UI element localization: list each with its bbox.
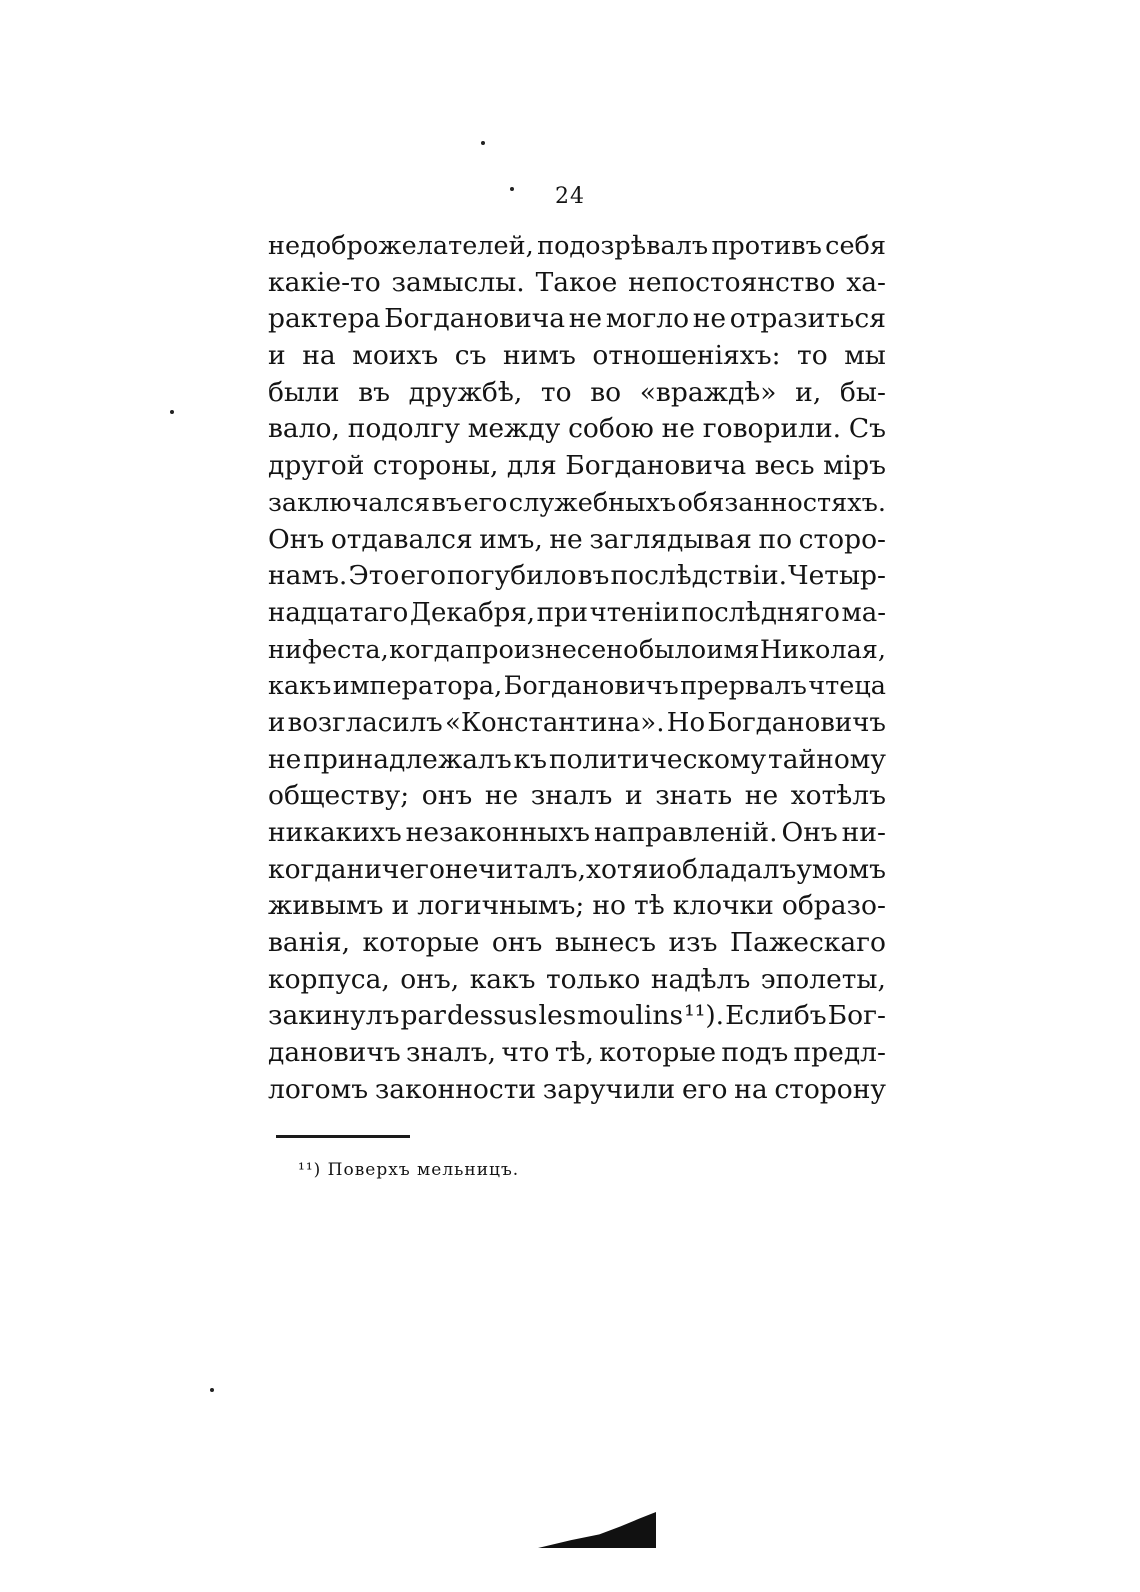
word: онъ: [421, 780, 473, 812]
text-line: [268, 742, 886, 779]
word: съ: [454, 340, 487, 372]
word: хотя: [586, 853, 649, 885]
word: Онъ: [268, 523, 325, 555]
text-line: [268, 265, 886, 302]
word: и: [391, 890, 410, 922]
word: образо-: [781, 890, 886, 922]
word: при: [536, 597, 588, 628]
word: рактера: [268, 303, 381, 335]
word: отдавался: [330, 523, 473, 555]
word: моихъ: [352, 340, 439, 372]
scan-speck: [510, 187, 514, 191]
word: когда: [268, 853, 347, 885]
word: обладалъ: [665, 853, 797, 885]
word: умомъ: [796, 853, 886, 885]
word: собою: [568, 413, 654, 445]
word: онъ: [491, 927, 543, 959]
word: чтеца: [808, 671, 886, 702]
word: Николая,: [759, 634, 886, 665]
word: надцатаго: [268, 597, 409, 628]
word: въ: [431, 487, 463, 518]
word: les: [538, 1000, 577, 1032]
text-line: [268, 485, 886, 522]
word: закинулъ: [268, 1000, 400, 1032]
word: клочки: [672, 890, 774, 922]
word: противъ: [711, 231, 822, 261]
text-line: [268, 448, 886, 485]
word: не: [744, 780, 779, 812]
word: погубило: [447, 560, 577, 592]
word: прервалъ: [680, 671, 807, 702]
text-line: [268, 998, 886, 1035]
word: недоброжелателей,: [268, 231, 534, 261]
word: его: [463, 487, 508, 518]
word: служебныхъ: [508, 487, 677, 518]
word: обязанностяхъ.: [677, 487, 886, 518]
word: Такое: [535, 266, 618, 298]
word: вынесъ: [554, 927, 656, 959]
word: во: [590, 376, 622, 408]
word: надѣлъ: [650, 963, 751, 995]
word: какіе-то: [268, 266, 381, 298]
body-text: [268, 228, 886, 1109]
word: зналъ: [530, 780, 613, 812]
text-line: [268, 301, 886, 338]
word: и: [268, 340, 286, 372]
word: par: [400, 1000, 446, 1032]
word: эполеты,: [760, 963, 886, 995]
word: ха-: [846, 266, 886, 298]
word: Еслибъ: [725, 1000, 827, 1032]
word: на: [302, 340, 336, 372]
word: законности: [374, 1073, 537, 1105]
word: принадлежалъ: [303, 743, 512, 775]
word: возгласилъ: [287, 707, 443, 738]
word: было: [638, 634, 707, 665]
footnote: ¹¹) Поверхъ мельницъ.: [298, 1160, 520, 1180]
word: не: [444, 853, 479, 885]
text-line: [268, 228, 886, 265]
word: предл-: [793, 1037, 886, 1069]
word: бы-: [839, 376, 886, 408]
word: не: [549, 523, 583, 555]
word: тайному: [768, 743, 886, 775]
text-line: [268, 962, 886, 999]
word: заключался: [268, 487, 431, 518]
word: намъ.: [268, 560, 348, 592]
word: міръ: [823, 450, 886, 482]
text-line: [268, 815, 886, 852]
word: не: [661, 413, 695, 445]
word: онъ,: [400, 963, 460, 995]
word: политическому: [548, 743, 767, 775]
word: когда: [389, 634, 465, 665]
word: послѣдняго: [681, 597, 840, 628]
word: ¹¹).: [684, 1000, 725, 1032]
word: тѣ,: [554, 1037, 594, 1069]
word: послѣдствіи.: [610, 560, 788, 592]
text-line: [268, 632, 886, 669]
word: подолгу: [347, 413, 460, 445]
text-line: [268, 375, 886, 412]
word: отразиться: [729, 303, 886, 335]
word: подозрѣвалъ: [537, 231, 709, 261]
word: которые: [362, 927, 480, 959]
footnote-rule: [276, 1135, 410, 1138]
scan-speck: [170, 410, 174, 414]
word: moulins: [577, 1000, 684, 1032]
word: его: [681, 1073, 728, 1105]
word: въ: [358, 376, 390, 408]
word: императора,: [332, 671, 503, 702]
word: живымъ: [268, 890, 384, 922]
word: обществу;: [268, 780, 410, 812]
word: сторону: [774, 1073, 886, 1105]
word: но: [592, 890, 626, 922]
word: себя: [825, 231, 886, 261]
word: направленій.: [593, 817, 778, 848]
scan-speck: [210, 1388, 214, 1392]
word: заглядывая: [589, 523, 752, 555]
scan-speck: [481, 141, 485, 145]
word: ванія,: [268, 927, 350, 959]
word: Богдановича: [565, 450, 747, 482]
word: стороны,: [372, 450, 499, 482]
word: для: [506, 450, 557, 482]
word: «враждѣ»: [639, 376, 777, 408]
word: которые: [599, 1037, 717, 1069]
word: могло: [605, 303, 690, 335]
word: Съ: [848, 413, 886, 445]
ink-smudge: [538, 1512, 656, 1548]
word: весь: [754, 450, 815, 482]
text-line: [268, 1035, 886, 1072]
text-line: [268, 1072, 886, 1109]
text-line: [268, 852, 886, 889]
word: произнесено: [465, 634, 639, 665]
text-line: [268, 925, 886, 962]
word: логичнымъ;: [417, 890, 585, 922]
word: нифеста,: [268, 634, 389, 665]
word: никакихъ: [268, 817, 402, 848]
word: ма-: [841, 597, 886, 628]
word: Четыр-: [788, 560, 886, 592]
word: имъ,: [479, 523, 543, 555]
word: къ: [513, 743, 548, 775]
word: чтеніи: [589, 597, 680, 628]
word: Онъ: [781, 817, 838, 848]
text-line: [268, 411, 886, 448]
word: дружбѣ,: [408, 376, 523, 408]
word: имя: [706, 634, 760, 665]
word: его: [400, 560, 446, 592]
word: Богдановичъ: [503, 671, 679, 702]
word: какъ: [469, 963, 536, 995]
word: непостоянство: [628, 266, 836, 298]
word: Бог-: [827, 1000, 886, 1032]
word: и,: [795, 376, 822, 408]
word: были: [268, 376, 340, 408]
word: изъ: [668, 927, 718, 959]
word: заручили: [542, 1073, 676, 1105]
word: не: [484, 780, 519, 812]
text-line: [268, 778, 886, 815]
word: то: [797, 340, 828, 372]
word: дановичъ: [268, 1037, 401, 1069]
word: незаконныхъ: [405, 817, 591, 848]
text-line: [268, 888, 886, 925]
word: на: [734, 1073, 768, 1105]
word: отношеніяхъ:: [592, 340, 781, 372]
word: читалъ,: [478, 853, 587, 885]
word: Декабря,: [409, 597, 536, 628]
word: въ: [577, 560, 610, 592]
word: что: [501, 1037, 550, 1069]
word: зналъ,: [406, 1037, 497, 1069]
word: говорили.: [702, 413, 842, 445]
word: тѣ: [634, 890, 665, 922]
word: хотѣлъ: [790, 780, 886, 812]
text-line: [268, 558, 886, 595]
word: другой: [268, 450, 365, 482]
word: ни-: [841, 817, 886, 848]
word: не: [268, 743, 302, 775]
word: знать: [655, 780, 733, 812]
text-line: [268, 338, 886, 375]
word: Это: [348, 560, 400, 592]
word: и: [268, 707, 286, 738]
page-number: 24: [555, 184, 585, 209]
word: не: [568, 303, 603, 335]
word: Богдановича: [384, 303, 566, 335]
word: нимъ: [503, 340, 576, 372]
word: ничего: [346, 853, 445, 885]
text-line: [268, 595, 886, 632]
word: какъ: [268, 671, 332, 702]
word: Богдановичъ: [707, 707, 886, 738]
word: вало,: [268, 413, 340, 445]
word: Но: [666, 707, 706, 738]
word: только: [545, 963, 641, 995]
word: корпуса,: [268, 963, 390, 995]
word: сторо-: [798, 523, 886, 555]
text-line: [268, 705, 886, 742]
word: не: [692, 303, 727, 335]
word: и: [624, 780, 643, 812]
text-line: [268, 668, 886, 705]
word: «Константина».: [444, 707, 665, 738]
word: замыслы.: [391, 266, 525, 298]
word: и: [648, 853, 666, 885]
word: по: [758, 523, 793, 555]
word: между: [467, 413, 561, 445]
word: мы: [844, 340, 886, 372]
text-line: [268, 522, 886, 559]
word: dessus: [446, 1000, 538, 1032]
word: подъ: [721, 1037, 789, 1069]
word: то: [540, 376, 572, 408]
word: логомъ: [268, 1073, 369, 1105]
word: Пажескаго: [729, 927, 886, 959]
